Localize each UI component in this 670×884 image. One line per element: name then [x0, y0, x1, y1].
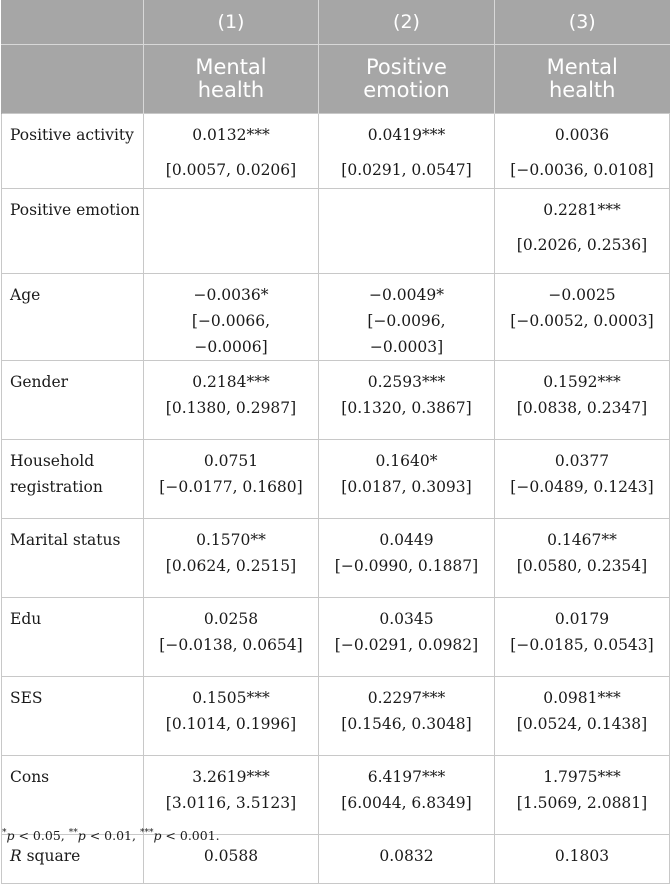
confidence-interval: [−0.0291, 0.0982]: [334, 636, 479, 654]
table-cell: [495, 440, 670, 519]
estimate: 0.0258: [203, 610, 259, 628]
table-header: [2, 0, 670, 114]
confidence-interval: [0.0291, 0.0547]: [341, 161, 472, 179]
table-cell: [319, 189, 495, 274]
column-name-3: [495, 45, 670, 114]
confidence-interval: [0.1546, 0.3048]: [341, 715, 472, 733]
table-cell: [495, 519, 670, 598]
table-cell: [319, 835, 495, 884]
confidence-interval: [−0.0138, 0.0654]: [159, 636, 303, 654]
table-cell: [495, 274, 670, 361]
confidence-interval: [−0.0177, 0.1680]: [159, 478, 303, 496]
table-cell: [319, 519, 495, 598]
table-cell: [144, 677, 319, 756]
confidence-interval: [−0.0096, −0.0003]: [367, 312, 446, 356]
column-name-2: [319, 45, 495, 114]
estimate: 0.0036: [554, 126, 610, 144]
row-label-rest: square: [21, 847, 81, 865]
confidence-interval: [−0.0066, −0.0006]: [191, 312, 271, 356]
table-body: [2, 114, 670, 884]
confidence-interval: [1.5069, 2.0881]: [516, 794, 648, 812]
table-cell: [319, 274, 495, 361]
table-row: [2, 756, 670, 835]
significance-note: [2, 828, 220, 843]
estimate: 0.0588: [203, 847, 259, 865]
estimate: 0.2184***: [192, 373, 270, 391]
row-label: SES: [2, 677, 144, 756]
column-number-3: (3): [495, 0, 670, 45]
estimate: 0.0132***: [192, 126, 270, 144]
table-cell: [144, 440, 319, 519]
estimate: 0.0377: [554, 452, 610, 470]
note-p-2: p: [77, 828, 86, 844]
confidence-interval: [0.0187, 0.3093]: [341, 478, 472, 496]
estimate: 0.0179: [554, 610, 610, 628]
table-cell: [495, 114, 670, 189]
table-cell: [144, 189, 319, 274]
confidence-interval: [0.0624, 0.2515]: [165, 557, 297, 575]
table-cell: [144, 519, 319, 598]
table-cell: [495, 835, 670, 884]
header-empty-cell: [2, 0, 144, 45]
table-cell: [495, 677, 670, 756]
column-name-2-text: Positive emotion: [363, 55, 450, 102]
note-text-2: < 0.01,: [85, 828, 140, 844]
table-row: [2, 274, 670, 361]
row-label: Gender: [2, 361, 144, 440]
estimate: 0.0345: [379, 610, 434, 628]
table-row: [2, 189, 670, 274]
confidence-interval: [0.0524, 0.1438]: [516, 715, 648, 733]
estimate: −0.0025: [548, 286, 616, 304]
note-p-1: p: [6, 828, 15, 844]
table-cell: [144, 114, 319, 189]
regression-table: [1, 0, 670, 884]
estimate: 0.0981***: [543, 689, 621, 707]
estimate: 0.0832: [379, 847, 434, 865]
estimate: 0.2297***: [367, 689, 446, 707]
table-cell: [319, 756, 495, 835]
table-cell: [144, 598, 319, 677]
note-text-3: < 0.001.: [161, 828, 220, 844]
note-star-2: **: [68, 828, 78, 838]
confidence-interval: [6.0044, 6.8349]: [341, 794, 472, 812]
estimate: −0.0049*: [369, 286, 444, 304]
table-cell: [319, 598, 495, 677]
column-name-3-text: Mental health: [546, 55, 618, 102]
column-name-1-text: Mental health: [195, 55, 267, 102]
table-cell: [319, 114, 495, 189]
estimate: 0.0419***: [367, 126, 446, 144]
estimate: 0.2593***: [367, 373, 446, 391]
table-cell: [144, 756, 319, 835]
note-star-3: ***: [139, 828, 154, 838]
estimate: 0.1570**: [196, 531, 266, 549]
column-number-2: (2): [319, 0, 495, 45]
confidence-interval: [−0.0489, 0.1243]: [510, 478, 654, 496]
estimate: 0.1505***: [192, 689, 270, 707]
table-cell: [144, 361, 319, 440]
table-row: [2, 598, 670, 677]
table-row: [2, 440, 670, 519]
estimate: 1.7975***: [543, 768, 621, 786]
row-label: Cons: [2, 756, 144, 835]
estimate: 0.1467**: [547, 531, 617, 549]
confidence-interval: [0.0580, 0.2354]: [516, 557, 648, 575]
table-cell: [319, 361, 495, 440]
note-text-1: < 0.05,: [14, 828, 69, 844]
table-cell: [495, 189, 670, 274]
estimate: 0.1640*: [375, 452, 438, 470]
table-cell: [495, 598, 670, 677]
table-cell: [495, 361, 670, 440]
table-cell: [319, 677, 495, 756]
row-label: Edu: [2, 598, 144, 677]
confidence-interval: [0.1380, 0.2987]: [165, 399, 297, 417]
confidence-interval: [−0.0036, 0.0108]: [510, 161, 654, 179]
row-label: Age: [2, 274, 144, 361]
confidence-interval: [3.0116, 3.5123]: [165, 794, 297, 812]
row-label: Marital status: [2, 519, 144, 598]
table-cell: [495, 756, 670, 835]
confidence-interval: [−0.0990, 0.1887]: [334, 557, 479, 575]
row-label: Positive activity: [2, 114, 144, 189]
row-label-italic: R: [10, 847, 22, 865]
confidence-interval: [0.2026, 0.2536]: [516, 236, 648, 254]
confidence-interval: [0.0838, 0.2347]: [516, 399, 648, 417]
estimate: 0.2281***: [543, 201, 621, 219]
table-row: [2, 361, 670, 440]
estimate: 6.4197***: [367, 768, 446, 786]
confidence-interval: [0.1320, 0.3867]: [341, 399, 472, 417]
estimate: 0.1803: [554, 847, 610, 865]
row-label: Household registration: [2, 440, 144, 519]
estimate: 0.0449: [379, 531, 434, 549]
column-number-1: (1): [144, 0, 319, 45]
note-star-1: *: [2, 828, 7, 838]
note-p-3: p: [153, 828, 162, 844]
column-name-1: [144, 45, 319, 114]
estimate: −0.0036*: [193, 286, 269, 304]
table-row: [2, 677, 670, 756]
confidence-interval: [−0.0185, 0.0543]: [510, 636, 654, 654]
confidence-interval: [0.1014, 0.1996]: [165, 715, 297, 733]
estimate: 3.2619***: [192, 768, 270, 786]
table-cell: [319, 440, 495, 519]
confidence-interval: [0.0057, 0.0206]: [165, 161, 297, 179]
table-cell: [144, 274, 319, 361]
header-empty-cell: [2, 45, 144, 114]
confidence-interval: [−0.0052, 0.0003]: [510, 312, 654, 330]
table-row: [2, 519, 670, 598]
row-label: Positive emotion: [2, 189, 144, 274]
estimate: 0.0751: [203, 452, 259, 470]
estimate: 0.1592***: [543, 373, 621, 391]
table-row: [2, 114, 670, 189]
